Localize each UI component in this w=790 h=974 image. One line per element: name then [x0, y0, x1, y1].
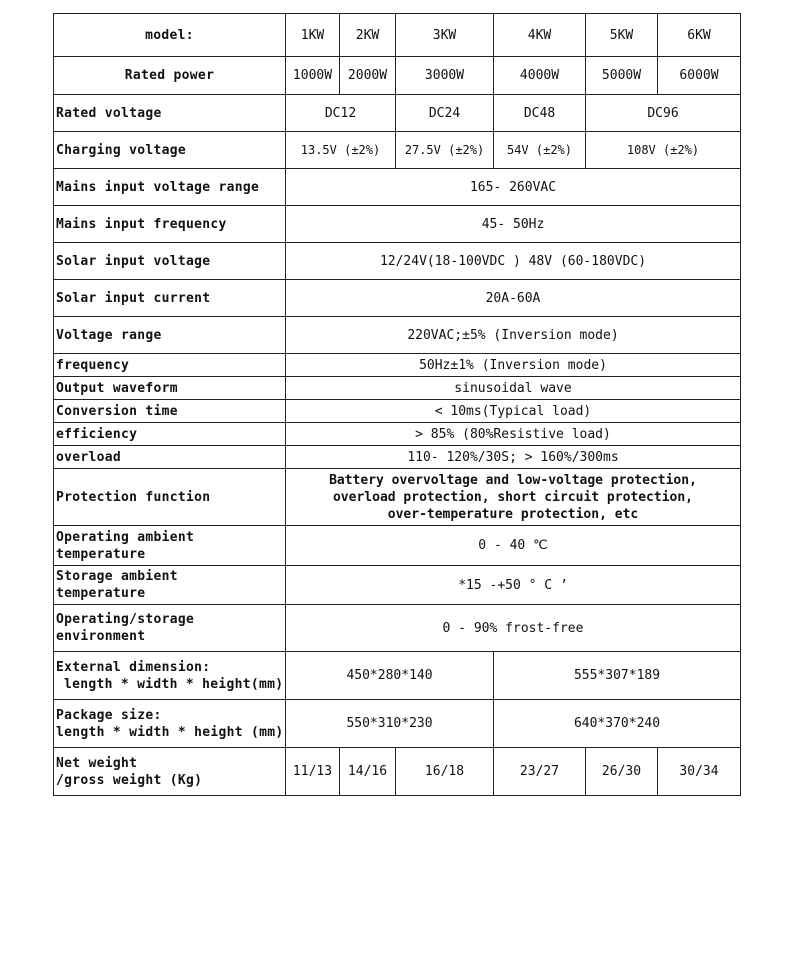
row-overload	[54, 446, 741, 469]
row-efficiency	[54, 423, 741, 446]
label-weight-line-2: /gross weight (Kg)	[56, 772, 203, 788]
weight-3kw: 16/18	[396, 748, 494, 796]
model-2kw: 2KW	[340, 14, 396, 57]
label-solar-current: Solar input current	[54, 280, 286, 317]
row-rated-voltage	[54, 95, 741, 132]
label-external-dimension	[54, 652, 286, 700]
rated-voltage-dc48: DC48	[494, 95, 586, 132]
label-rated-voltage: Rated voltage	[54, 95, 286, 132]
row-environment	[54, 605, 741, 652]
label-protection: Protection function	[54, 469, 286, 526]
voltage-range-value: 220VAC;±5% (Inversion mode)	[286, 317, 741, 354]
label-storage-temp-line-2: temperature	[56, 586, 146, 601]
rated-power-5kw: 5000W	[586, 57, 658, 95]
label-conversion-time: Conversion time	[54, 400, 286, 423]
environment-value: 0 - 90% frost-free	[286, 605, 741, 652]
protection-line-2: overload protection, short circuit protection,	[332, 489, 694, 505]
external-dimension-large: 555*307*189	[494, 652, 741, 700]
row-mains-frequency	[54, 206, 741, 243]
model-4kw: 4KW	[494, 14, 586, 57]
charging-voltage-48: 54V (±2%)	[494, 132, 586, 169]
waveform-value: sinusoidal wave	[286, 377, 741, 400]
charging-voltage-12: 13.5V (±2%)	[286, 132, 396, 169]
row-solar-voltage	[54, 243, 741, 280]
label-weight	[54, 748, 286, 796]
protection-line-3: over-temperature protection, etc	[387, 506, 639, 522]
row-frequency	[54, 354, 741, 377]
overload-value: 110- 120%/30S; > 160%/300ms	[286, 446, 741, 469]
row-mains-voltage	[54, 169, 741, 206]
row-operating-temp	[54, 526, 741, 566]
model-3kw: 3KW	[396, 14, 494, 57]
row-waveform	[54, 377, 741, 400]
charging-voltage-24: 27.5V (±2%)	[396, 132, 494, 169]
label-model: model:	[54, 14, 286, 57]
row-weight	[54, 748, 741, 796]
weight-5kw: 26/30	[586, 748, 658, 796]
row-model	[54, 14, 741, 57]
model-1kw: 1KW	[286, 14, 340, 57]
label-operating-temp-line-1: Operating ambient	[56, 529, 195, 545]
label-environment-line-1: Operating/storage	[56, 612, 195, 627]
solar-voltage-value: 12/24V(18-100VDC ) 48V (60-180VDC)	[286, 243, 741, 280]
row-protection	[54, 469, 741, 526]
operating-temp-value: 0 - 40 ℃	[286, 526, 741, 566]
efficiency-value: > 85% (80%Resistive load)	[286, 423, 741, 446]
weight-6kw: 30/34	[658, 748, 741, 796]
label-storage-temp	[54, 566, 286, 605]
spec-table	[53, 13, 741, 796]
row-voltage-range	[54, 317, 741, 354]
mains-frequency-value: 45- 50Hz	[286, 206, 741, 243]
label-rated-power: Rated power	[54, 57, 286, 95]
label-external-dimension-line-2: length * width * height(mm)	[64, 676, 284, 692]
charging-voltage-96: 108V (±2%)	[586, 132, 741, 169]
row-rated-power	[54, 57, 741, 95]
row-charging-voltage	[54, 132, 741, 169]
label-operating-temp	[54, 526, 286, 566]
label-operating-temp-line-2: temperature	[56, 546, 146, 562]
weight-1kw: 11/13	[286, 748, 340, 796]
protection-value	[286, 469, 741, 526]
label-mains-frequency: Mains input frequency	[54, 206, 286, 243]
label-environment-line-2: environment	[56, 629, 146, 644]
row-conversion-time	[54, 400, 741, 423]
label-efficiency: efficiency	[54, 423, 286, 446]
rated-power-4kw: 4000W	[494, 57, 586, 95]
rated-voltage-dc96: DC96	[586, 95, 741, 132]
model-5kw: 5KW	[586, 14, 658, 57]
package-size-large: 640*370*240	[494, 700, 741, 748]
package-size-small: 550*310*230	[286, 700, 494, 748]
label-overload: overload	[54, 446, 286, 469]
label-solar-voltage: Solar input voltage	[54, 243, 286, 280]
rated-voltage-dc24: DC24	[396, 95, 494, 132]
rated-power-2kw: 2000W	[340, 57, 396, 95]
row-solar-current	[54, 280, 741, 317]
rated-power-6kw: 6000W	[658, 57, 741, 95]
label-environment	[54, 605, 286, 652]
label-package-size	[54, 700, 286, 748]
label-package-size-line-1: Package size:	[56, 707, 162, 723]
label-charging-voltage: Charging voltage	[54, 132, 286, 169]
weight-4kw: 23/27	[494, 748, 586, 796]
row-storage-temp	[54, 566, 741, 605]
conversion-time-value: < 10ms(Typical load)	[286, 400, 741, 423]
protection-line-1: Battery overvoltage and low-voltage protection,	[329, 472, 697, 488]
rated-voltage-dc12: DC12	[286, 95, 396, 132]
row-package-size	[54, 700, 741, 748]
label-voltage-range: Voltage range	[54, 317, 286, 354]
label-weight-line-1: Net weight	[56, 755, 138, 771]
row-external-dimension	[54, 652, 741, 700]
rated-power-3kw: 3000W	[396, 57, 494, 95]
label-external-dimension-line-1: External dimension:	[56, 659, 211, 675]
label-storage-temp-line-1: Storage ambient	[56, 569, 178, 584]
label-frequency: frequency	[54, 354, 286, 377]
solar-current-value: 20A-60A	[286, 280, 741, 317]
storage-temp-value: *15 -+50 ° C ’	[286, 566, 741, 605]
weight-2kw: 14/16	[340, 748, 396, 796]
label-package-size-line-2: length * width * height (mm)	[56, 724, 284, 740]
label-mains-voltage: Mains input voltage range	[54, 169, 286, 206]
mains-voltage-value: 165- 260VAC	[286, 169, 741, 206]
external-dimension-small: 450*280*140	[286, 652, 494, 700]
rated-power-1kw: 1000W	[286, 57, 340, 95]
model-6kw: 6KW	[658, 14, 741, 57]
label-waveform: Output waveform	[54, 377, 286, 400]
frequency-value: 50Hz±1% (Inversion mode)	[286, 354, 741, 377]
